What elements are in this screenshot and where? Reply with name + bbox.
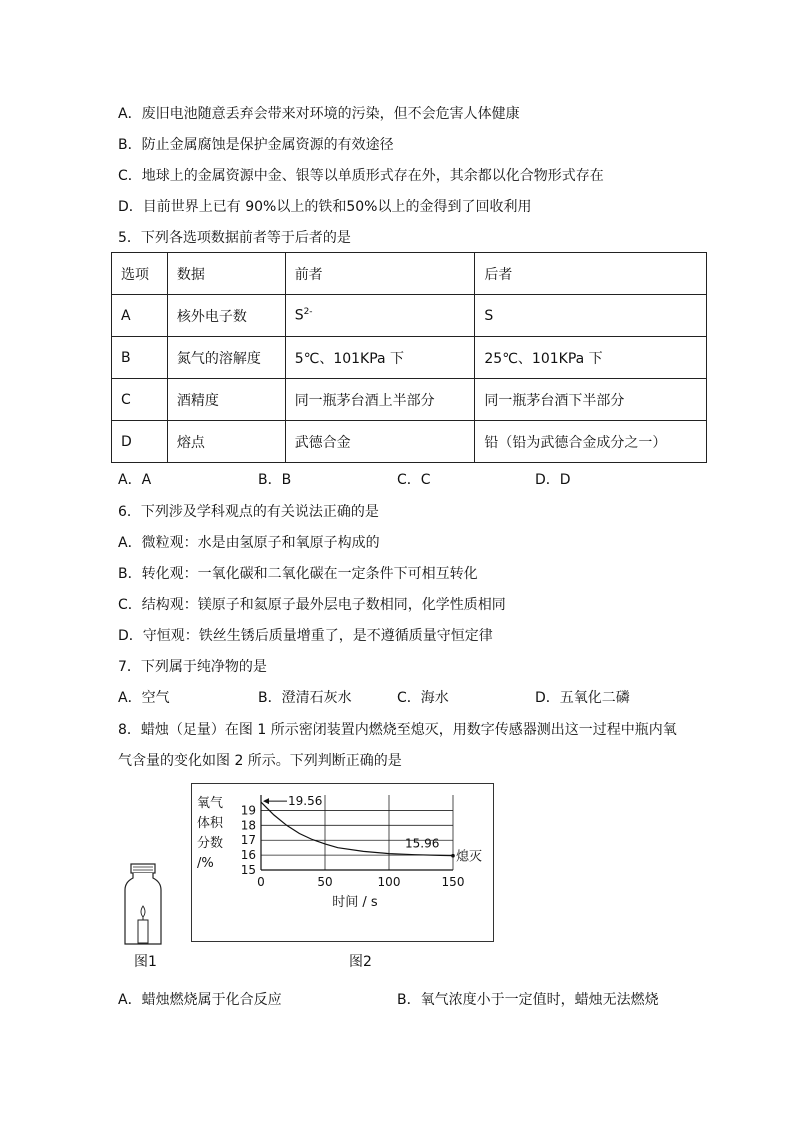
table-cell: 25℃、101KPa 下 (475, 337, 707, 379)
y-tick-label: 17 (240, 833, 256, 848)
y-tick-label: 16 (240, 848, 256, 863)
table-cell: 氮气的溶解度 (167, 337, 285, 379)
y-tick-label: 18 (240, 818, 256, 833)
table-row (112, 337, 707, 379)
table-cell: 同一瓶茅台酒下半部分 (475, 379, 707, 421)
q4-option-b: B．防止金属腐蚀是保护金属资源的有效途径 (118, 137, 394, 153)
flame-icon (141, 906, 145, 917)
table-header-cell: 数据 (167, 253, 285, 295)
q6-option-b: B．转化观：一氧化碳和二氧化碳在一定条件下可相互转化 (118, 566, 478, 582)
x-tick-label: 50 (317, 875, 333, 889)
x-tick-label: 0 (257, 875, 265, 889)
q4-option-d: D．目前世界上已有 90%以上的铁和50%以上的金得到了回收利用 (118, 199, 532, 215)
table-cell: C (112, 379, 168, 421)
q6-option-c: C．结构观：镁原子和氦原子最外层电子数相同，化学性质相同 (118, 597, 506, 613)
table-cell: D (112, 421, 168, 463)
oxygen-chart (191, 783, 494, 942)
figure1-caption: 图1 (134, 954, 157, 970)
y-axis-label: /% (197, 856, 214, 871)
annotation-extinguish-label: 熄灭 (456, 849, 483, 865)
candle (138, 920, 148, 943)
q7-choice-d: D．五氧化二磷 (535, 690, 630, 706)
table-cell: 5℃、101KPa 下 (285, 337, 475, 379)
table-cell: 武德合金 (285, 421, 475, 463)
annotation-arrowhead (263, 798, 269, 804)
x-axis-label: 时间 / s (332, 895, 378, 910)
y-axis-label: 分数 (197, 836, 224, 851)
q4-option-a: A．废旧电池随意丢弃会带来对环境的污染，但不会危害人体健康 (118, 106, 520, 122)
figure2-caption: 图2 (349, 954, 372, 970)
table-row (112, 379, 707, 421)
table-cell: 铅（铅为武德合金成分之一） (475, 421, 707, 463)
ion-symbol: S (294, 307, 304, 324)
table-header-row (112, 253, 707, 295)
q8-choice-b: B．氧气浓度小于一定值时，蜡烛无法燃烧 (397, 992, 659, 1008)
table-cell: A (112, 295, 168, 337)
annotation-start-value: 19.56 (288, 794, 323, 809)
table-cell: S (475, 295, 707, 337)
x-tick-label: 100 (377, 875, 401, 889)
table-header-cell: 后者 (475, 253, 707, 295)
y-axis-label: 体积 (197, 816, 224, 831)
q6-option-a: A．微粒观：水是由氢原子和氧原子构成的 (118, 535, 380, 551)
ion-charge: 2- (303, 307, 313, 318)
q5-choice-b: B．B (258, 472, 292, 488)
y-axis-label: 氧气 (197, 796, 224, 811)
table-cell: B (112, 337, 168, 379)
table-cell: 核外电子数 (167, 295, 285, 337)
q6-stem: 6．下列涉及学科观点的有关说法正确的是 (118, 504, 379, 520)
q6-option-d: D．守恒观：铁丝生锈后质量增重了，是不遵循质量守恒定律 (118, 628, 493, 644)
y-tick-label: 15 (240, 863, 256, 877)
table-cell: 熔点 (167, 421, 285, 463)
q5-choice-d: D．D (535, 472, 571, 488)
q7-choice-b: B．澄清石灰水 (258, 690, 352, 706)
end-point-marker (451, 854, 455, 858)
x-tick-label: 150 (441, 875, 465, 889)
q7-choice-a: A．空气 (118, 690, 170, 706)
table-row (112, 295, 707, 337)
table-header-cell: 前者 (285, 253, 475, 295)
q7-choice-c: C．海水 (397, 690, 449, 706)
annotation-end-value: 15.96 (405, 836, 440, 851)
table-cell (285, 295, 475, 337)
table-row (112, 421, 707, 463)
bottle-cap (131, 864, 155, 873)
q5-choice-a: A．A (118, 472, 152, 488)
q5-stem: 5．下列各选项数据前者等于后者的是 (118, 230, 351, 246)
q8-choice-a: A．蜡烛燃烧属于化合反应 (118, 992, 282, 1008)
y-tick-label: 19 (240, 803, 256, 818)
bottle-candle-figure (120, 862, 166, 946)
q7-stem: 7．下列属于纯净物的是 (118, 659, 267, 675)
q4-option-c: C．地球上的金属资源中金、银等以单质形式存在外，其余都以化合物形式存在 (118, 168, 604, 184)
table-cell: 酒精度 (167, 379, 285, 421)
q5-choice-c: C．C (397, 472, 431, 488)
q5-table (111, 252, 707, 463)
q8-stem-line2: 气含量的变化如图 2 所示。下列判断正确的是 (118, 753, 402, 769)
table-header-cell: 选项 (112, 253, 168, 295)
table-cell: 同一瓶茅台酒上半部分 (285, 379, 475, 421)
q8-stem-line1: 8．蜡烛（足量）在图 1 所示密闭装置内燃烧至熄灭，用数字传感器测出这一过程中瓶内氧 (118, 722, 677, 738)
